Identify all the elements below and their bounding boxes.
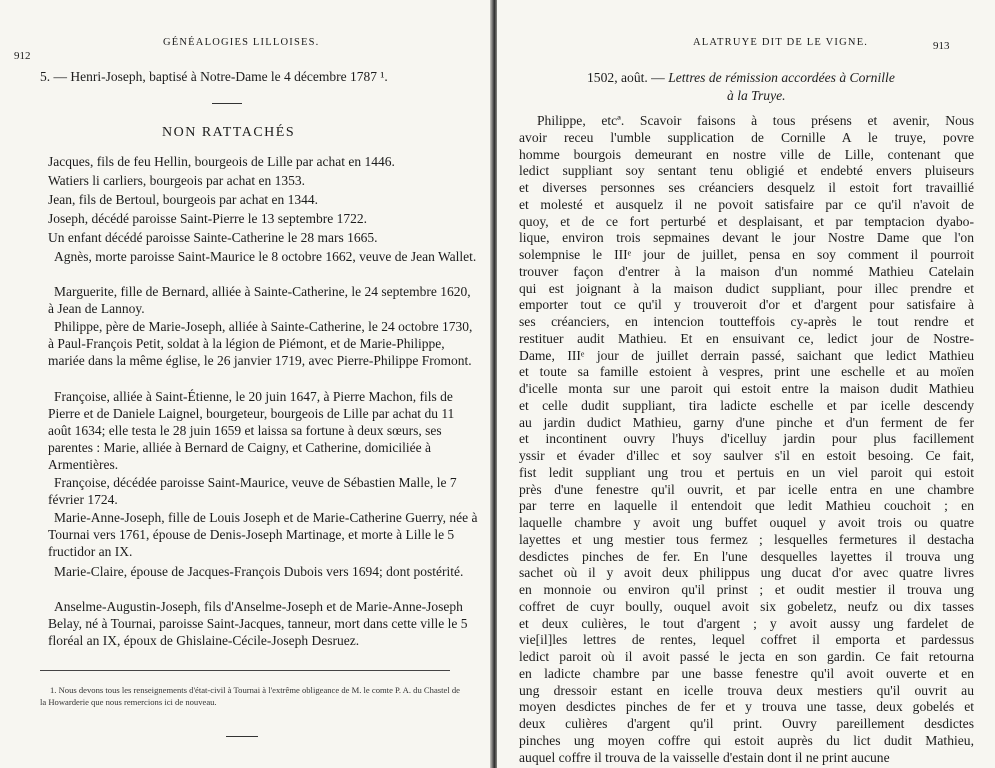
text-line: avoir receu l'umble supplication de Cornille A le truye, povre	[519, 129, 974, 145]
document-title-line-1: Lettres de rémission accordées à Cornille	[668, 70, 895, 85]
text-line: qui est joignant à la maison dudict suppliant, pour illec prendre et	[519, 280, 974, 296]
entry: Agnès, morte paroisse Saint-Maurice le 8 octobre 1662, veuve de Jean Wallet.	[54, 249, 477, 264]
footnote: 1. Nous devons tous les renseignements d'état-civil à Tournai à l'extrême obligeance de M. le comte P. A. du Chastel de la Howarderie que nous remercions ici de nouveau.	[40, 685, 460, 707]
text-line: trouver façon d'entrer à la maison d'un nommé Mathieu Catelain	[519, 263, 974, 279]
entry: Joseph, décédé paroisse Saint-Pierre le 13 septembre 1722.	[48, 211, 368, 226]
section-heading: NON RATTACHÉS	[162, 125, 296, 140]
entry: Jacques, fils de feu Hellin, bourgeois de Lille par achat en 1446.	[48, 154, 395, 169]
right-page	[497, 0, 995, 768]
text-line: coffret de cuyr boully, ouquel avoit six gobeletz, neufz ou dix tasses	[519, 598, 974, 614]
entry: Jean, fils de Bertoul, bourgeois par achat en 1344.	[48, 192, 319, 207]
entry: Un enfant décédé paroisse Sainte-Catherine le 28 mars 1665.	[48, 230, 378, 245]
text-line: près d'une fenestre qu'il ouvrit, et par icelle entra en une chambre	[519, 481, 974, 497]
entry: Marie-Anne-Joseph, fille de Louis Joseph et de Marie-Catherine Guerry, née à Tournai vers 1761, épouse de Denis-Joseph Martinage, et morte à Lille le 5 fructidor an IX.	[48, 510, 478, 559]
text-line: restituer audit Mathieu. Et en ensuivant ce, ledict jour de Nostre-	[519, 330, 974, 346]
bottom-rule	[226, 736, 258, 737]
text-line: vie[il]les lettres de rentes, lequel coffret il emporta et pardessus	[519, 632, 974, 648]
text-line: pinches ung moyen coffre qui estoit auprès du lict dudit Mathieu,	[519, 732, 974, 748]
text-line: Dame, IIIᵉ jour de juillet derrain passé, saichant que ledict Mathieu	[519, 347, 974, 363]
text-line: et deux culières, le tout d'argent ; y avoit aussy ung fardelet de	[519, 615, 974, 631]
text-line: lique, environ trois sepmaines devant le jour Nostre Dame que l'on	[519, 230, 974, 246]
text-line: par terre en laquelle il entendoit que ledit Mathieu couchoit ; en	[519, 498, 974, 514]
text-line: homme bourgois demeurant en nostre ville de Lille, contenant que	[519, 146, 974, 162]
text-line: deux culières d'argent qu'il print. Ouvry pareillement desdictes	[519, 716, 974, 731]
text-line: d'icelle monta sur une paroit qui estoit entre la maison dudit Mathieu	[519, 381, 974, 396]
text-line: layettes et ung mestier tous fermez ; lesquelles fermetures il destacha	[519, 531, 974, 547]
document-title-line-2: à la Truye.	[727, 88, 786, 103]
text-line: solempnise le IIIᵉ jour de juillet, pensa en soy comment il pourroit	[519, 247, 974, 262]
text-line: quoy, et de ce fort perturbé et desplaisant, et par temptacion dyabo-	[519, 213, 974, 229]
text-line: Philippe, etcª. Scavoir faisons à tous présens et avenir, Nous	[537, 113, 974, 128]
text-line: en ladicte chambre par une basse fenestre qu'il avoit ouverte et en	[519, 665, 974, 681]
text-line: sachet où il y avoit deux philippus ung ducat d'or avec quatre livres	[519, 565, 974, 581]
text-line: ledict suppliant soy sentant tenu obligié et endebté envers pluiseurs	[519, 163, 974, 179]
text-line: moyen desdictes pinches de fer et y trouva une tasse, deux gobelés et	[519, 699, 974, 715]
text-line: desdictes pinches de fer. En l'une desquelles layettes il trouva ung	[519, 548, 974, 564]
separator-rule	[212, 103, 242, 104]
text-line: fist ledit suppliant ung trou et pertuis en un viel paroit qui estoit	[519, 464, 974, 480]
text-line: emporter tout ce qu'il y trouveroit d'or et d'argent pour satisfaire à	[519, 297, 974, 313]
text-line: au jardin dudict Mathieu, garny d'une pinche et d'un ferment de fer	[519, 414, 974, 430]
text-line: en monnoie ou environ qu'il prinst ; et oudit mestier il trouva ung	[519, 582, 974, 597]
text-line: ung dressoir estant en icelle trouva deux mestiers qu'il ouvrit au	[519, 682, 974, 698]
entry: Françoise, alliée à Saint-Étienne, le 20 juin 1647, à Pierre Machon, fils de Pierre et de Daniele Laignel, bourgeteur, bourgeois de Lille par achat du 11 août 1634; elle testa le 28 juin 1659 et laissa sa fortune à deux sœurs, ses parentes : Marie, alliée à Bernard de Caigny, et Catherine, domiciliée à Armentières.	[48, 389, 455, 472]
left-page	[0, 0, 493, 768]
text-line: laquelle chambre y avoit ung buffet ouquel y avoit trois ou quatre	[519, 515, 974, 530]
text-line: yssir et évader d'illec et soy saulver s'il en estoit besoing. Ce fait,	[519, 448, 974, 463]
running-head: GÉNÉALOGIES LILLOISES.	[163, 37, 320, 48]
entry: Watiers li carliers, bourgeois par achat en 1353.	[48, 173, 305, 188]
text-line: ses créanciers, en intencion toutteffois cy-après le tout rendre et	[519, 314, 974, 329]
entry: Marguerite, fille de Bernard, alliée à Sainte-Catherine, le 24 septembre 1620, à Jean de Lannoy.	[48, 284, 471, 316]
document-title	[587, 70, 895, 86]
entry: Marie-Claire, épouse de Jacques-François Dubois vers 1694; dont postérité.	[54, 564, 464, 579]
entry: Anselme-Augustin-Joseph, fils d'Anselme-Joseph et de Marie-Anne-Joseph Belay, né à Tournai, paroisse Saint-Jacques, tanneur, mort dans cette ville le 5 floréal an IX, époux de Ghislaine-Cécile-Joseph Desruez.	[48, 599, 468, 648]
text-line: et celle dudit suppliant, tira ladicte eschelle et par icelle descendy	[519, 397, 974, 413]
page-number: 913	[933, 40, 950, 52]
text-line: auquel coffre il trouva de la vaisselle d'estain dont il ne print aucune	[519, 749, 890, 765]
text-line: ledict paroit où il avoit passé le jecta en son gardin. Ce fait retourna	[519, 649, 974, 664]
entry: Françoise, décédée paroisse Saint-Maurice, veuve de Sébastien Malle, le 7 février 1724.	[48, 475, 457, 507]
running-head: ALATRUYE DIT DE LE VIGNE.	[693, 37, 869, 48]
text-line: et incontinent ouvry l'huys d'icelluy jardin pour plus facillement	[519, 431, 974, 447]
text-line: et molesté et ausquelz il ne povoit satisfaire par ce qu'il n'avoit de	[519, 196, 974, 212]
document-date: 1502, août. —	[587, 70, 669, 85]
text-line: et toute sa famille estoient à vespres, print une eschelle et au moïen	[519, 364, 974, 380]
text-line: et diverses personnes ses créanciers desquelz il estoit fort travaillié	[519, 180, 974, 195]
footnote-rule	[40, 670, 450, 671]
page-number: 912	[14, 50, 31, 62]
top-entry: 5. — Henri-Joseph, baptisé à Notre-Dame le 4 décembre 1787 ¹.	[40, 69, 388, 84]
entry: Philippe, père de Marie-Joseph, alliée à Sainte-Catherine, le 24 octobre 1730, à Paul-François Petit, soldat à la légion de Piémont, et de Marie-Philippe, mariée dans la même église, le 26 janvier 1719, avec Pierre-Philippe Fromont.	[48, 319, 473, 368]
